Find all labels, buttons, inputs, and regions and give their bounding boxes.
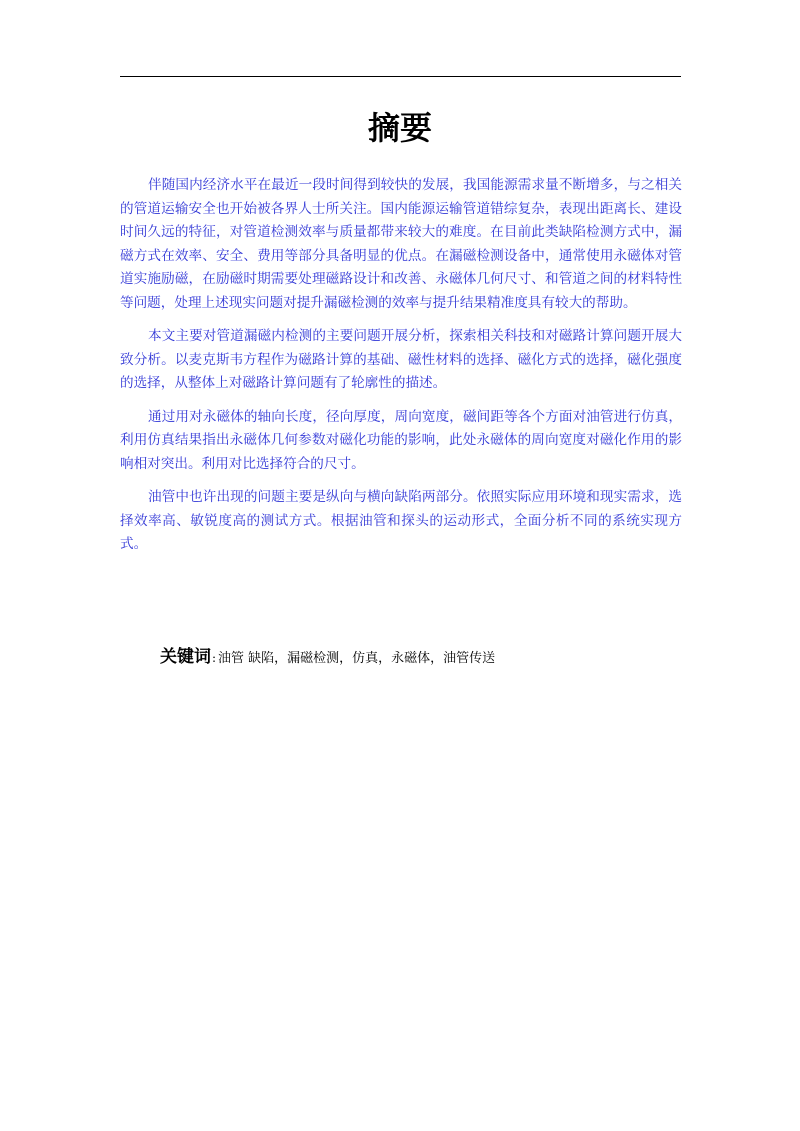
abstract-body	[120, 174, 682, 557]
abstract-paragraph-3: 通过用对永磁体的轴向长度，径向厚度，周向宽度，磁间距等各个方面对油管进行仿真，利用仿真结果指出永磁体几何参数对磁化功能的影响，此处永磁体的周向宽度对磁化作用的影响相对突出。利用对比选择符合的尺寸。	[120, 408, 682, 472]
abstract-paragraph-4: 油管中也许出现的问题主要是纵向与横向缺陷两部分。依照实际应用环境和现实需求，选择效率高、敏锐度高的测试方式。根据油管和探头的运动形式，全面分析不同的系统实现方式。	[120, 489, 682, 552]
abstract-paragraph-2: 本文主要对管道漏磁内检测的主要问题开展分析，探索相关科技和对磁路计算问题开展大致分析。以麦克斯韦方程作为磁路计算的基础、磁性材料的选择、磁化方式的选择，磁化强度的选择，从整体上对磁路计算问题有了轮廓性的描述。	[120, 328, 682, 391]
keywords-separator: :	[212, 651, 217, 665]
keywords-label: 关键词	[160, 647, 211, 667]
page-title: 摘要	[367, 109, 432, 147]
abstract-paragraph-1: 伴随国内经济水平在最近一段时间得到较快的发展，我国能源需求量不断增多，与之相关的管道运输安全也开始被各界人士所关注。国内能源运输管道错综复杂，表现出距离长、建设时间久远的特征，对管道检测效率与质量都带来较大的难度。在目前此类缺陷检测方式中，漏磁方式在效率、安全、费用等部分具备明显的优点。在漏磁检测设备中，通常使用永磁体对管道实施励磁，在励磁时期需要处理磁路设计和改善、永磁体几何尺寸、和管道之间的材料特性等问题，处理上述现实问题对提升漏磁检测的效率与提升结果精准度具有较大的帮助。	[120, 177, 682, 311]
header-rule	[120, 76, 681, 77]
keywords-row	[160, 642, 495, 667]
keywords-text: 油管 缺陷，漏磁检测，仿真，永磁体，油管传送	[218, 651, 496, 666]
